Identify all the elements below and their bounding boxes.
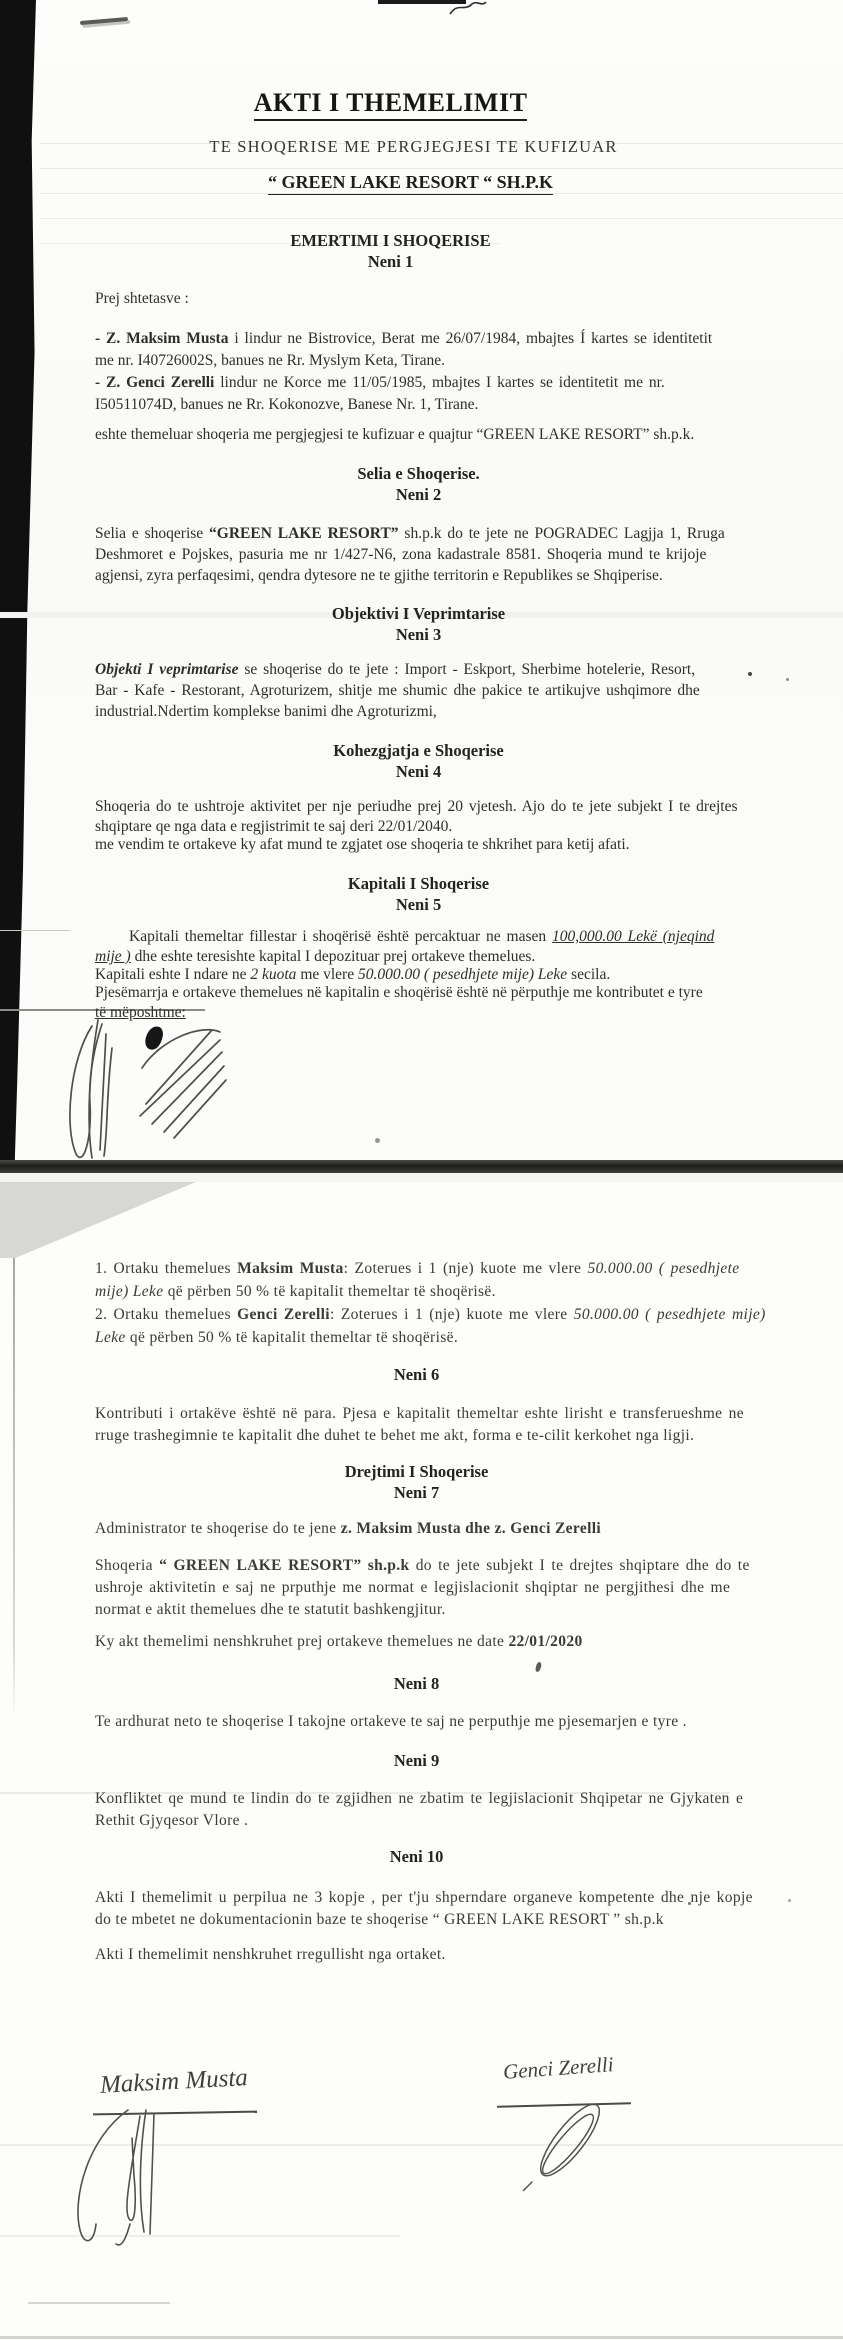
section-heading-objektivi: Objektivi I Veprimtarise Neni 3	[331, 604, 506, 644]
text-line: 2. Ortaku themelues Genci Zerelli: Zoterues i 1 (nje) kuote me vlere 50.000.00 ( pesedhjete mije)	[95, 1306, 766, 1323]
signature-name-left: Maksim Musta	[99, 2064, 249, 2099]
neni8-paragraph	[95, 1711, 770, 1733]
text-line: 1. Ortaku themelues Maksim Musta: Zoterues i 1 (nje) kuote me vlere 50.000.00 ( pesedhjete	[95, 1260, 740, 1277]
closing-paragraph	[95, 1944, 770, 1966]
page-edge-line	[13, 1258, 15, 1718]
kohezgjatja-paragraph-b	[95, 835, 770, 855]
ink-dot	[786, 678, 789, 681]
text-line: Ky akt themelimi nenshkruhet prej ortakeve themelues ne date 22/01/2020	[95, 1633, 583, 1650]
section-heading-neni8: Neni 8	[393, 1674, 440, 1693]
founder-2-paragraph	[95, 372, 770, 416]
text-line: industrial.Ndertim komplekse banimi dhe Agroturizmi,	[95, 703, 437, 720]
text-line: mije) Leke që përben 50 % të kapitalit themeltar të shoqërisë.	[95, 1283, 496, 1300]
text-line: Akti I themelimit u perpilua ne 3 kopje , per t'ju shperndare organeve kompetente dhe nje kopje	[95, 1889, 753, 1906]
section-heading-drejtimi: Drejtimi I Shoqerise Neni 7	[344, 1462, 489, 1502]
signature-scribble-page1	[62, 1008, 242, 1160]
text-line: - Z. Maksim Musta i lindur ne Bistrovice, Berat me 26/07/1984, mbajtes Í kartes se identitetit	[95, 330, 713, 347]
signature-name-right: Genci Zerelli	[502, 2052, 615, 2084]
text-line: Te ardhurat neto te shoqerise I takojne ortakeve te saj ne perputhje me pjesemarjen e tyre .	[95, 1713, 687, 1730]
ink-dot	[788, 1899, 791, 1902]
establishment-paragraph	[95, 424, 770, 445]
intro-line: Prej shtetasve :	[95, 290, 189, 307]
page-gap	[0, 1173, 843, 1182]
section-heading-kohezgjatja: Kohezgjatja e Shoqerise Neni 4	[333, 741, 504, 781]
ink-dot	[375, 1138, 380, 1143]
text-line: Kapitali themeltar fillestar i shoqërisë është percaktuar ne masen 100,000.00 Lekë (njeqind	[129, 928, 715, 945]
text-line: me vendim te ortakeve ky afat mund te zgjatet ose shoqeria te shkrihet para ketij afati.	[95, 836, 630, 853]
text-line: rruge trashegimnie te kapitalit dhe duhet te behet me akt, forma e te-cilit kerkohet nga ligji.	[95, 1427, 695, 1444]
section-heading-neni9: Neni 9	[393, 1751, 440, 1770]
section-heading-neni10: Neni 10	[389, 1847, 444, 1866]
pen-squiggle-top-right	[448, 0, 488, 16]
kapitali-paragraph-b	[95, 965, 770, 985]
administrator-paragraph	[95, 1518, 770, 1540]
neni10-paragraph	[95, 1887, 770, 1931]
neni6-paragraph	[95, 1403, 770, 1447]
text-line: me nr. I40726002S, banues ne Rr. Myslym Keta, Tirane.	[95, 352, 446, 369]
text-line: agjensi, zyra perfaqesimi, qendra dytesore ne te gjithe territorin e Republikes se Shqiperise.	[95, 567, 663, 584]
quota-2-paragraph	[95, 1303, 770, 1349]
text-line: Akti I themelimit nenshkruhet rregullisht nga ortaket.	[95, 1946, 446, 1963]
signature-scribble-left	[70, 2108, 210, 2248]
scan-streak	[0, 2336, 843, 2339]
section-heading-neni6: Neni 6	[393, 1365, 440, 1384]
text-line: Objekti I veprimtarise se shoqerise do te jete : Import - Eskport, Sherbime hotelerie, Resort,	[95, 661, 696, 678]
text-line: Kontributi i ortakëve është në para. Pjesa e kapitalit themeltar eshte lirisht e transferueshme ne	[95, 1405, 744, 1422]
text-line: Deshmoret e Pojskes, pasuria me nr 1/427-N6, zona kadastrale 8581. Shoqeria mund te krijoje	[95, 546, 707, 563]
text-line: Administrator te shoqerise do te jene z. Maksim Musta dhe z. Genci Zerelli	[95, 1520, 602, 1537]
scan-streak	[0, 930, 70, 931]
text-line: do te mbetet ne dokumentacionin baze te shoqerise “ GREEN LAKE RESORT ” sh.p.k	[95, 1911, 664, 1928]
quota-1-paragraph	[95, 1257, 770, 1303]
text-line: Selia e shoqerise “GREEN LAKE RESORT” sh.p.k do te jete ne POGRADEC Lagjja 1, Rruga	[95, 525, 725, 542]
signature-scribble-right	[518, 2096, 618, 2196]
text-line: Pjesëmarrja e ortakeve themelues në kapitalin e shoqërisë është në përputhje me kontributet e tyre	[95, 984, 703, 1001]
text-line: Bar - Kafe - Restorant, Agroturizem, shitje me shumic dhe pakice te artikujve ushqimore dhe	[95, 682, 700, 699]
objekti-paragraph	[95, 659, 770, 722]
page-break-bar	[0, 1160, 843, 1173]
text-line: Kapitali eshte I ndare ne 2 kuota me vlere 50.000.00 ( pesedhjete mije) Leke secila.	[95, 966, 611, 983]
text-line: Konfliktet qe mund te lindin do te zgjidhen ne zbatim te legjislacionit Shqipetar ne Gjykaten e	[95, 1790, 744, 1807]
text-line: Rethit Gjyqesor Vlore .	[95, 1812, 249, 1829]
neni9-paragraph	[95, 1788, 770, 1832]
text-line: Shoqeria do te ushtroje aktivitet per nje periudhe prej 20 vjetesh. Ajo do te jete subjekt I te drejtes	[95, 798, 738, 815]
selia-paragraph	[95, 523, 770, 586]
document-subtitle: TE SHOQERISE ME PERGJEGJESI TE KUFIZUAR	[209, 137, 618, 156]
document-title: AKTI I THEMELIMIT	[53, 88, 728, 121]
text-line: ushroje aktivitetin e saj ne prputhje me normat e legjislacionit shqiptar ne pergjithesi dhe me	[95, 1579, 731, 1596]
scan-streak	[40, 218, 843, 219]
text-line: - Z. Genci Zerelli lindur ne Korce me 11/05/1985, mbajtes I kartes se identitetit me nr.	[95, 374, 665, 391]
scan-streak	[28, 2302, 170, 2304]
text-line: I50511074D, banues ne Rr. Kokonozve, Banese Nr. 1, Tirane.	[95, 396, 479, 413]
kapitali-paragraph-a	[95, 927, 770, 967]
company-name: “ GREEN LAKE RESORT “ SH.P.K	[73, 172, 748, 195]
text-line: shqiptare qe nga data e regjistrimit te saj deri 22/01/2040.	[95, 818, 453, 835]
section-heading-kapitali: Kapitali I Shoqerise Neni 5	[347, 874, 490, 914]
section-heading-emertimi: EMERTIMI I SHOQERISE Neni 1	[290, 231, 491, 271]
scan-streak	[40, 168, 843, 169]
text-line: normat e aktit themelues dhe te statutit bashkengjitur.	[95, 1601, 446, 1618]
kohezgjatja-paragraph-a	[95, 797, 770, 837]
shoqeria-paragraph	[95, 1555, 770, 1621]
section-heading-selia: Selia e Shoqerise. Neni 2	[357, 464, 480, 504]
text-line: eshte themeluar shoqeria me pergjegjesi te kufizuar e quajtur “GREEN LAKE RESORT” sh.p.k.	[95, 426, 695, 443]
text-line: Shoqeria “ GREEN LAKE RESORT” sh.p.k do te jete subjekt I te drejtes shqiptare dhe do te	[95, 1557, 750, 1574]
text-line: mije ) dhe eshte teresishte kapital I depozituar prej ortakeve themelues.	[95, 948, 536, 965]
ky-akt-paragraph	[95, 1631, 770, 1653]
text-line: Leke që përben 50 % të kapitalit themeltar të shoqërisë.	[95, 1329, 459, 1346]
founder-1-paragraph	[95, 328, 770, 372]
text-line: të mëposhtme:	[95, 1004, 186, 1021]
